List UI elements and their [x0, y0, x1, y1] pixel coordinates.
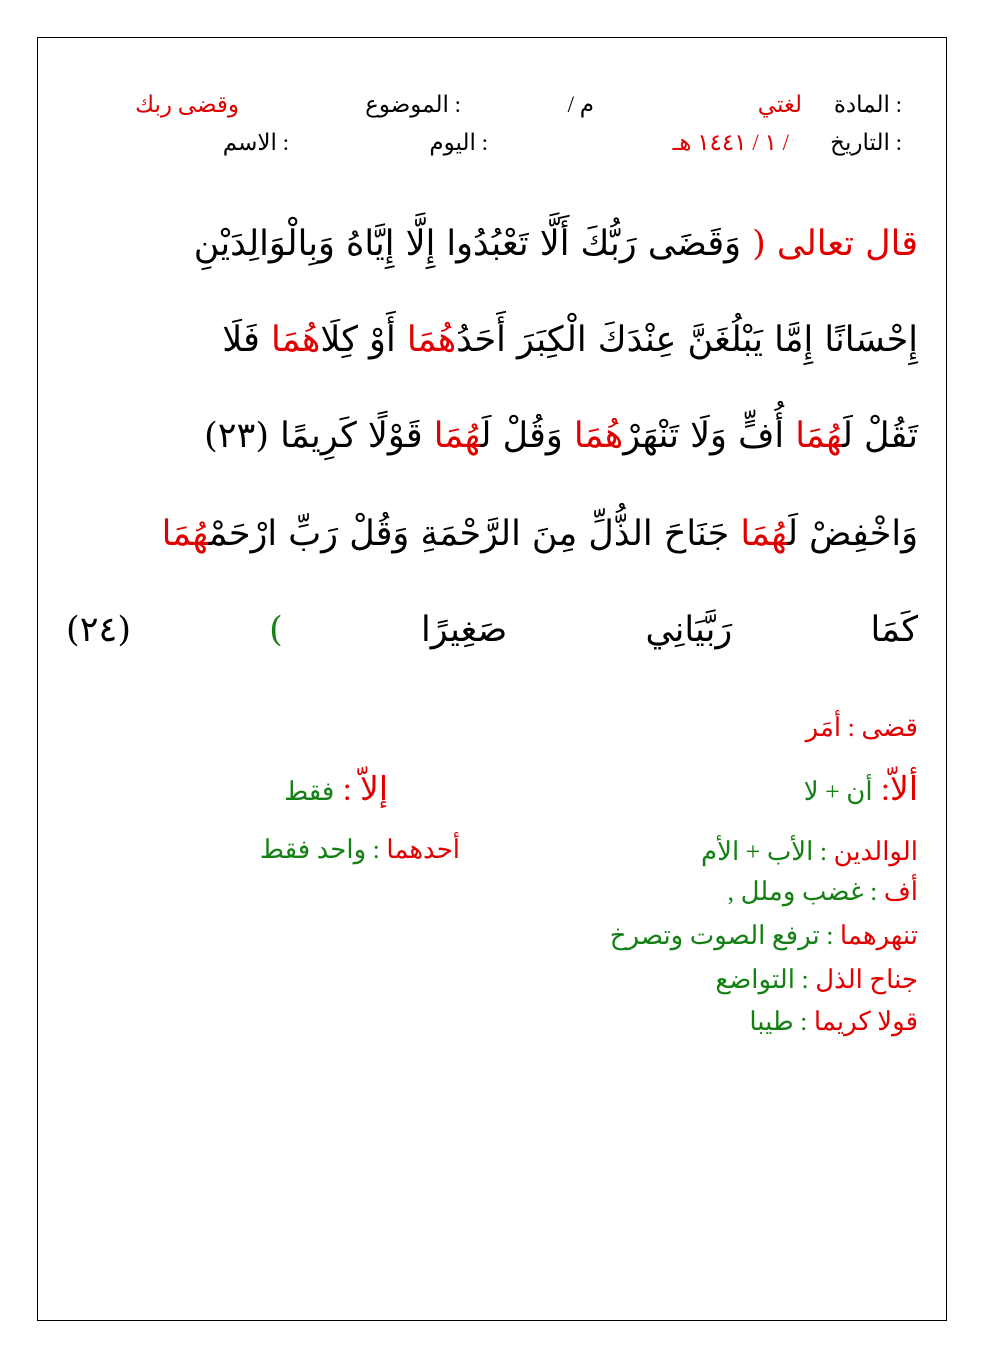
verse-pronoun: هُمَا [271, 320, 321, 360]
verse-text: جَنَاحَ الذُّلِّ مِنَ الرَّحْمَةِ وَقُلْ رَبِّ ارْحَمْ [208, 514, 741, 554]
verse-word-kama: كَمَا [870, 610, 918, 650]
verse-line-3 [66, 414, 918, 458]
gloss-term: أحدهما [386, 835, 460, 864]
verse-pronoun: هُمَا [433, 416, 481, 456]
verse-text: وَاخْفِضْ لَ [787, 514, 918, 554]
gloss-qada [806, 712, 918, 744]
verse-pronoun: هُمَا [740, 514, 788, 554]
verse-text-line-1: وَقَضَى رَبُّكَ أَلَّا تَعْبُدُوا إِلَّا إِيَّاهُ وَبِالْوَالِدَيْنِ [193, 224, 741, 264]
ayah-number-24: (٢٤) [66, 610, 131, 650]
gloss-sep: : [366, 835, 387, 864]
subject-label: المادة : [833, 92, 902, 117]
gloss-meaning: فقط [284, 777, 335, 806]
gloss-term: أف [883, 877, 918, 906]
gloss-sep: : [863, 877, 884, 906]
subject-value: لغتي [757, 92, 802, 117]
verse-text: أَوْ كِلَا [320, 320, 407, 360]
gloss-janah [715, 964, 918, 996]
verse-text: أُفٍّ وَلَا تَنْهَرْ [623, 416, 796, 456]
day-label: اليوم : [429, 130, 488, 155]
topic-value: وقضى ربك [135, 92, 239, 117]
verse-pronoun: هُمَا [573, 416, 624, 456]
verse-close-bracket: ) [269, 610, 283, 650]
verse-line-1 [66, 222, 918, 266]
gloss-meaning: أمَر [805, 713, 842, 742]
gloss-sep: : [813, 837, 834, 866]
verse-pronoun: هُمَا [406, 320, 457, 360]
gloss-term: الوالدين [833, 837, 918, 866]
gloss-meaning: واحد فقط [259, 835, 367, 864]
verse-text: وَقُلْ لَ [480, 416, 574, 456]
gloss-illa [284, 774, 388, 808]
gloss-sep: : [841, 713, 862, 742]
verse-word-saghira: صَغِيرًا [421, 610, 508, 650]
verse-open-bracket: ( [752, 224, 766, 264]
topic-label: الموضوع : [365, 92, 461, 117]
gloss-sep: : [334, 772, 360, 808]
gloss-qawl [749, 1006, 918, 1038]
gloss-sep: : [793, 1007, 814, 1036]
gloss-meaning: ترفع الصوت وتصرخ [609, 921, 820, 950]
gloss-term: ألاّ [890, 772, 918, 808]
verse-pronoun: هُمَا [161, 514, 209, 554]
verse-intro: قال تعالى [776, 224, 918, 264]
gloss-meaning: طيبا [749, 1007, 794, 1036]
date-label: التاريخ : [830, 130, 902, 155]
verse-word-rabbayani: رَبَّيَانِي [645, 610, 733, 650]
gloss-uff [728, 876, 918, 908]
verse-pronoun: هُمَا [795, 416, 843, 456]
gloss-walidayn [701, 836, 918, 868]
gloss-sep: : [794, 965, 816, 994]
gloss-term: قولا كريما [813, 1007, 918, 1036]
gloss-term: إلاّ [360, 772, 388, 808]
verse-line-2 [66, 318, 918, 362]
gloss-term: تنهرهما [839, 921, 918, 950]
name-label: الاسم : [222, 130, 289, 155]
verse-line-4 [66, 512, 918, 556]
gloss-tanharhuma [610, 920, 918, 952]
verse-text: فَلَا [222, 320, 272, 360]
gloss-term: قضى [861, 713, 918, 742]
verse-text: إِحْسَانًا إِمَّا يَبْلُغَنَّ عِنْدَكَ الْكِبَرَ أَحَدُ [456, 320, 918, 360]
gloss-ahaduhuma [260, 834, 460, 866]
gloss-alla [804, 774, 918, 808]
verse-text: قَوْلًا كَرِيمًا (٢٣) [204, 416, 434, 456]
date-value: / ١ / ١٤٤١ هـ [672, 130, 789, 155]
verse-text: تَقُلْ لَ [842, 416, 918, 456]
gloss-sep: : [819, 921, 840, 950]
gloss-term: جناح الذل [815, 965, 918, 994]
gloss-meaning: غضب وملل , [727, 877, 864, 906]
gloss-meaning: التواضع [715, 965, 795, 994]
gloss-sep: : [872, 772, 890, 808]
gloss-meaning: الأب + الأم [701, 837, 814, 866]
class-value: / م [567, 92, 594, 117]
gloss-meaning: أن + لا [803, 777, 873, 806]
verse-line-5 [66, 608, 918, 652]
